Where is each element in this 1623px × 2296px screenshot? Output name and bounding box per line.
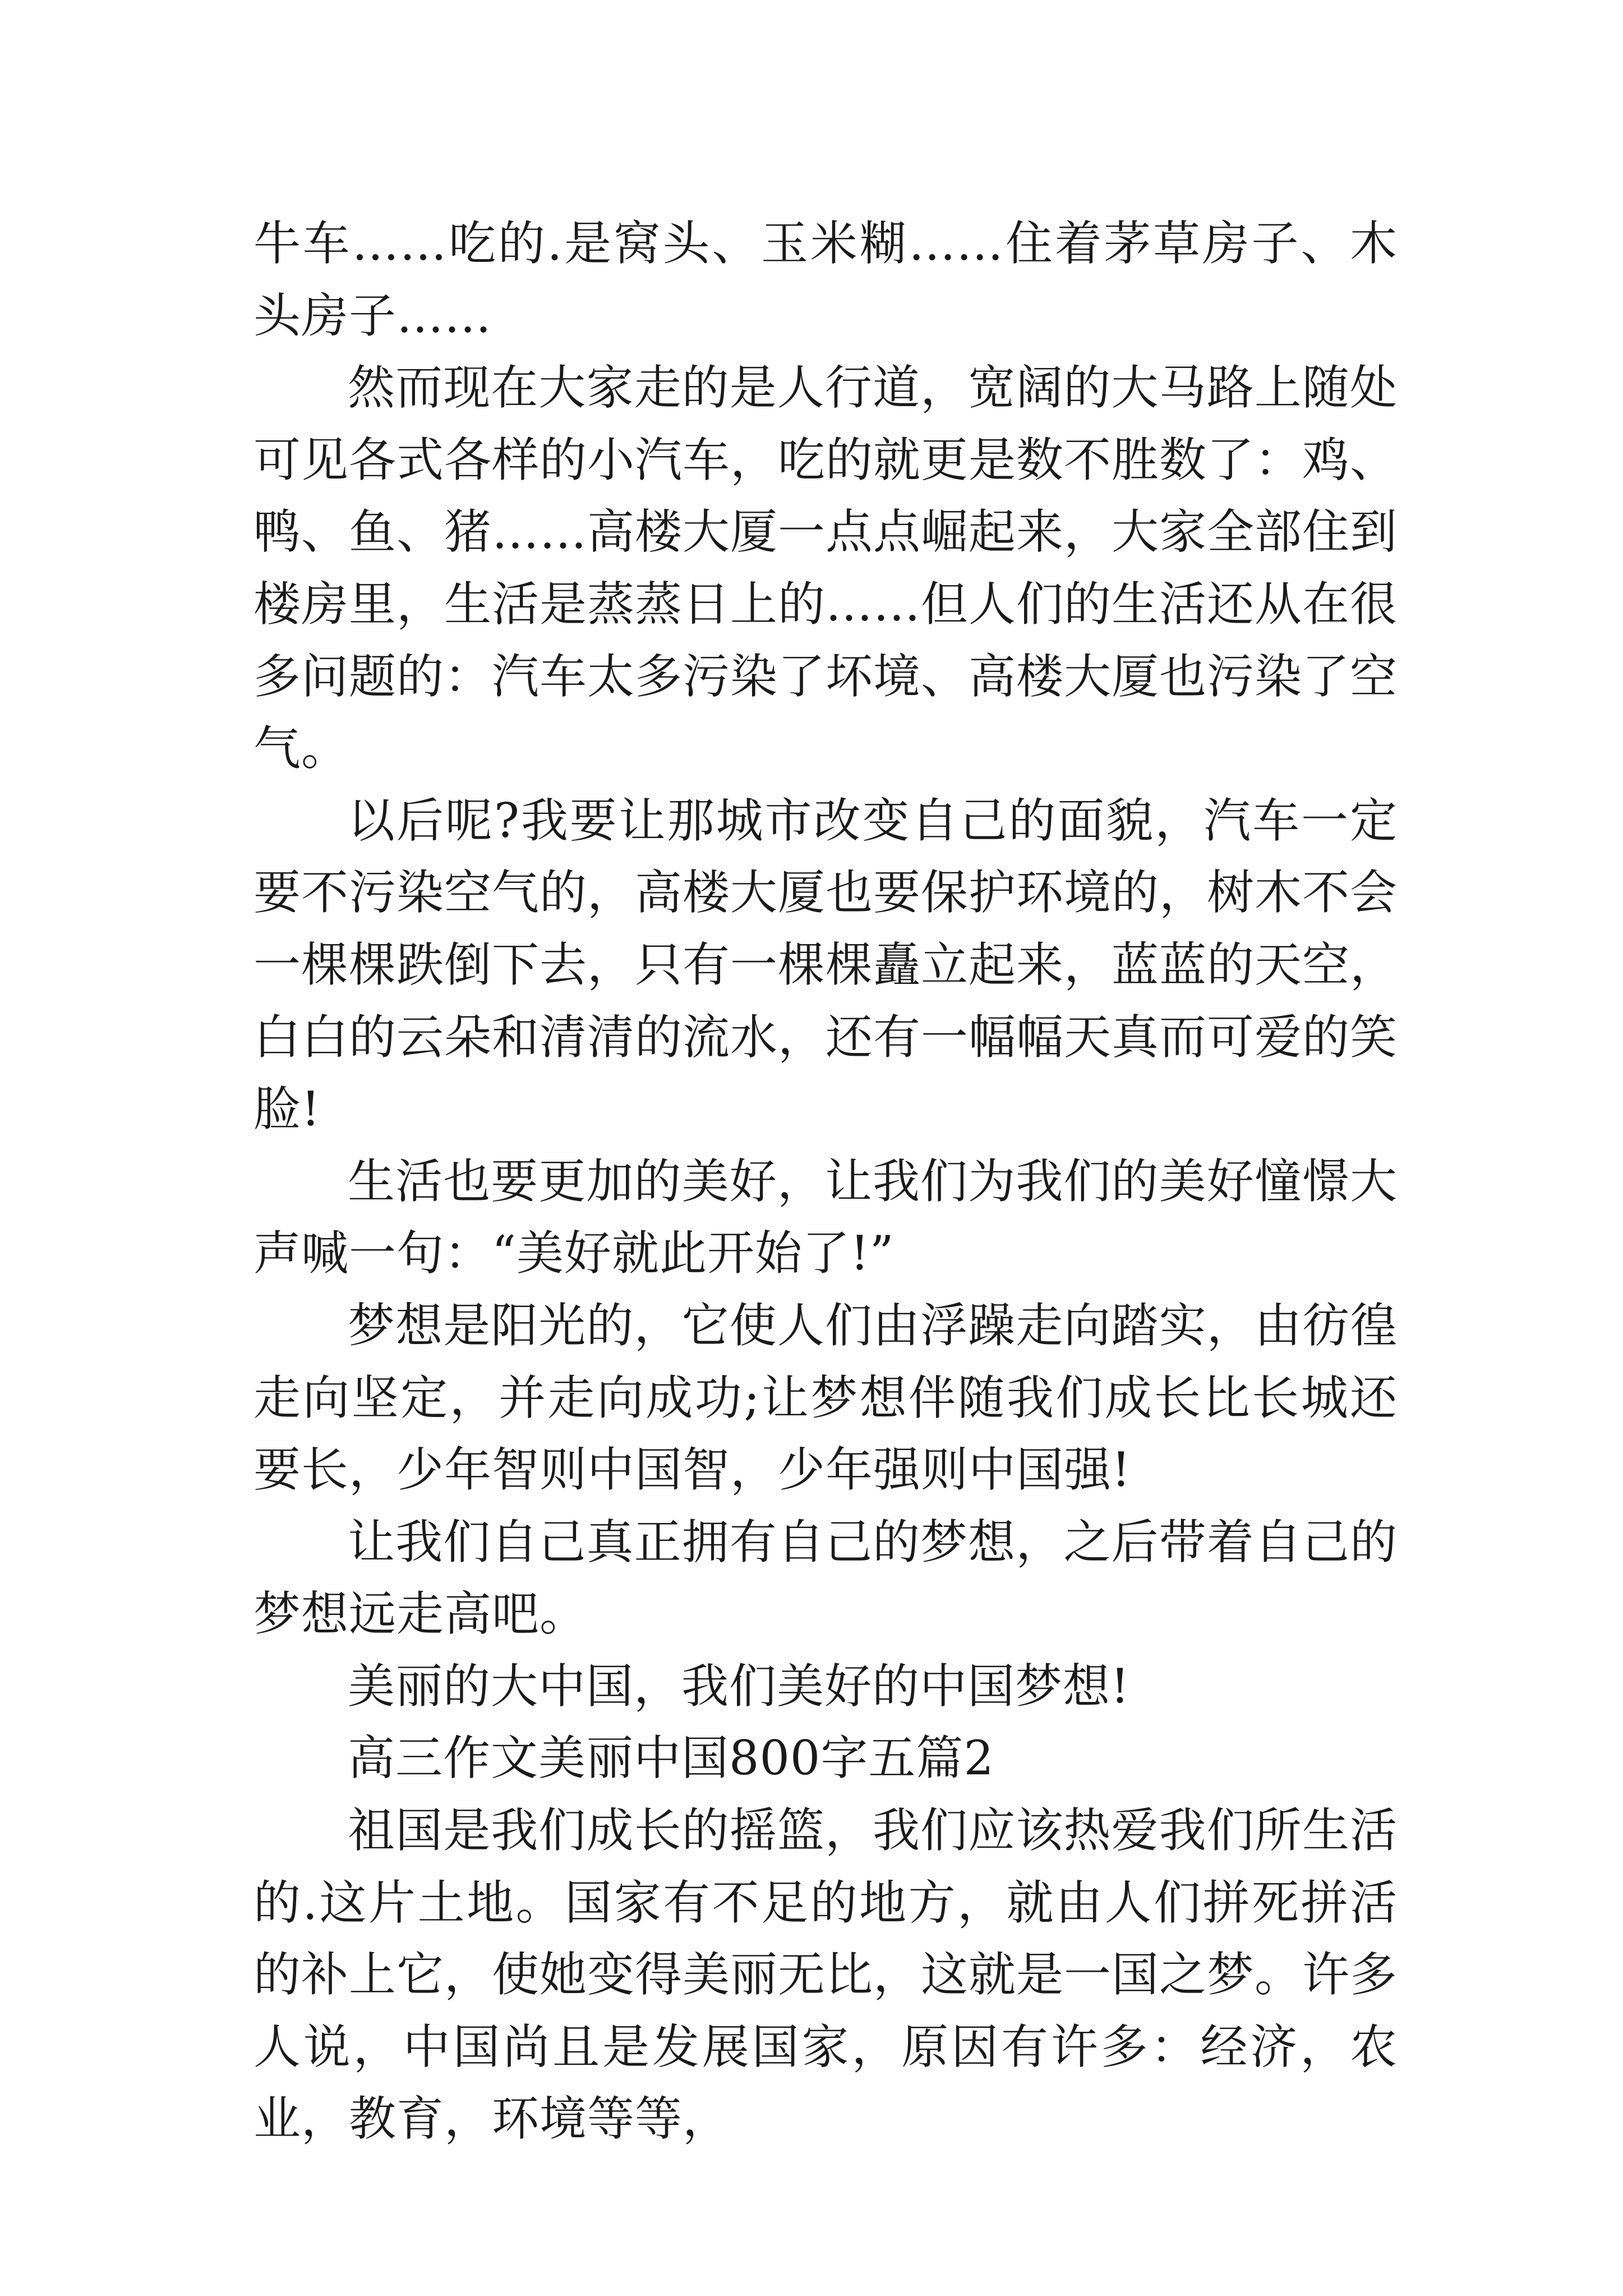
paragraph-motherland: 祖国是我们成长的摇篮，我们应该热爱我们所生活的.这片土地。国家有不足的地方，就由人们拼死拼活的补上它，使她变得美丽无比，这就是一国之梦。许多人说，中国尚且是发展国家，原因有许多：经济，农业，教育，环境等等， xyxy=(253,1803,1398,2147)
paragraph-future-city: 以后呢?我要让那城市改变自己的面貌，汽车一定要不污染空气的，高楼大厦也要保护环境的，树木不会一棵棵跌倒下去，只有一棵棵矗立起来，蓝蓝的天空，白白的云朵和清清的流水，还有一幅幅天真而可爱的笑脸! xyxy=(253,793,1398,1137)
paragraph-own-dream: 让我们自己真正拥有自己的梦想，之后带着自己的梦想远走高吧。 xyxy=(253,1514,1398,1642)
paragraph-continued: 牛车……吃的.是窝头、玉米糊……住着茅草房子、木头房子…… xyxy=(253,216,1398,343)
paragraph-beautiful-china: 美丽的大中国，我们美好的中国梦想! xyxy=(348,1658,1130,1714)
paragraph-dream-sunshine: 梦想是阳光的，它使人们由浮躁走向踏实，由彷徨走向坚定，并走向成功;让梦想伴随我们成长比长城还要长，少年智则中国智，少年强则中国强! xyxy=(253,1297,1398,1498)
essay-heading: 高三作文美丽中国800字五篇2 xyxy=(348,1731,994,1786)
paragraph-present-life: 然而现在大家走的是人行道，宽阔的大马路上随处可见各式各样的小汽车，吃的就更是数不胜数了：鸡、鸭、鱼、猪……高楼大厦一点点崛起来，大家全部住到楼房里，生活是蒸蒸日上的……但人们的生活还从在很多问题的：汽车太多污染了坏境、高楼大厦也污染了空气。 xyxy=(253,360,1398,776)
paragraph-better-life: 生活也要更加的美好，让我们为我们的美好憧憬大声喊一句：“美好就此开始了!” xyxy=(253,1153,1398,1281)
body-text xyxy=(253,208,1398,2155)
